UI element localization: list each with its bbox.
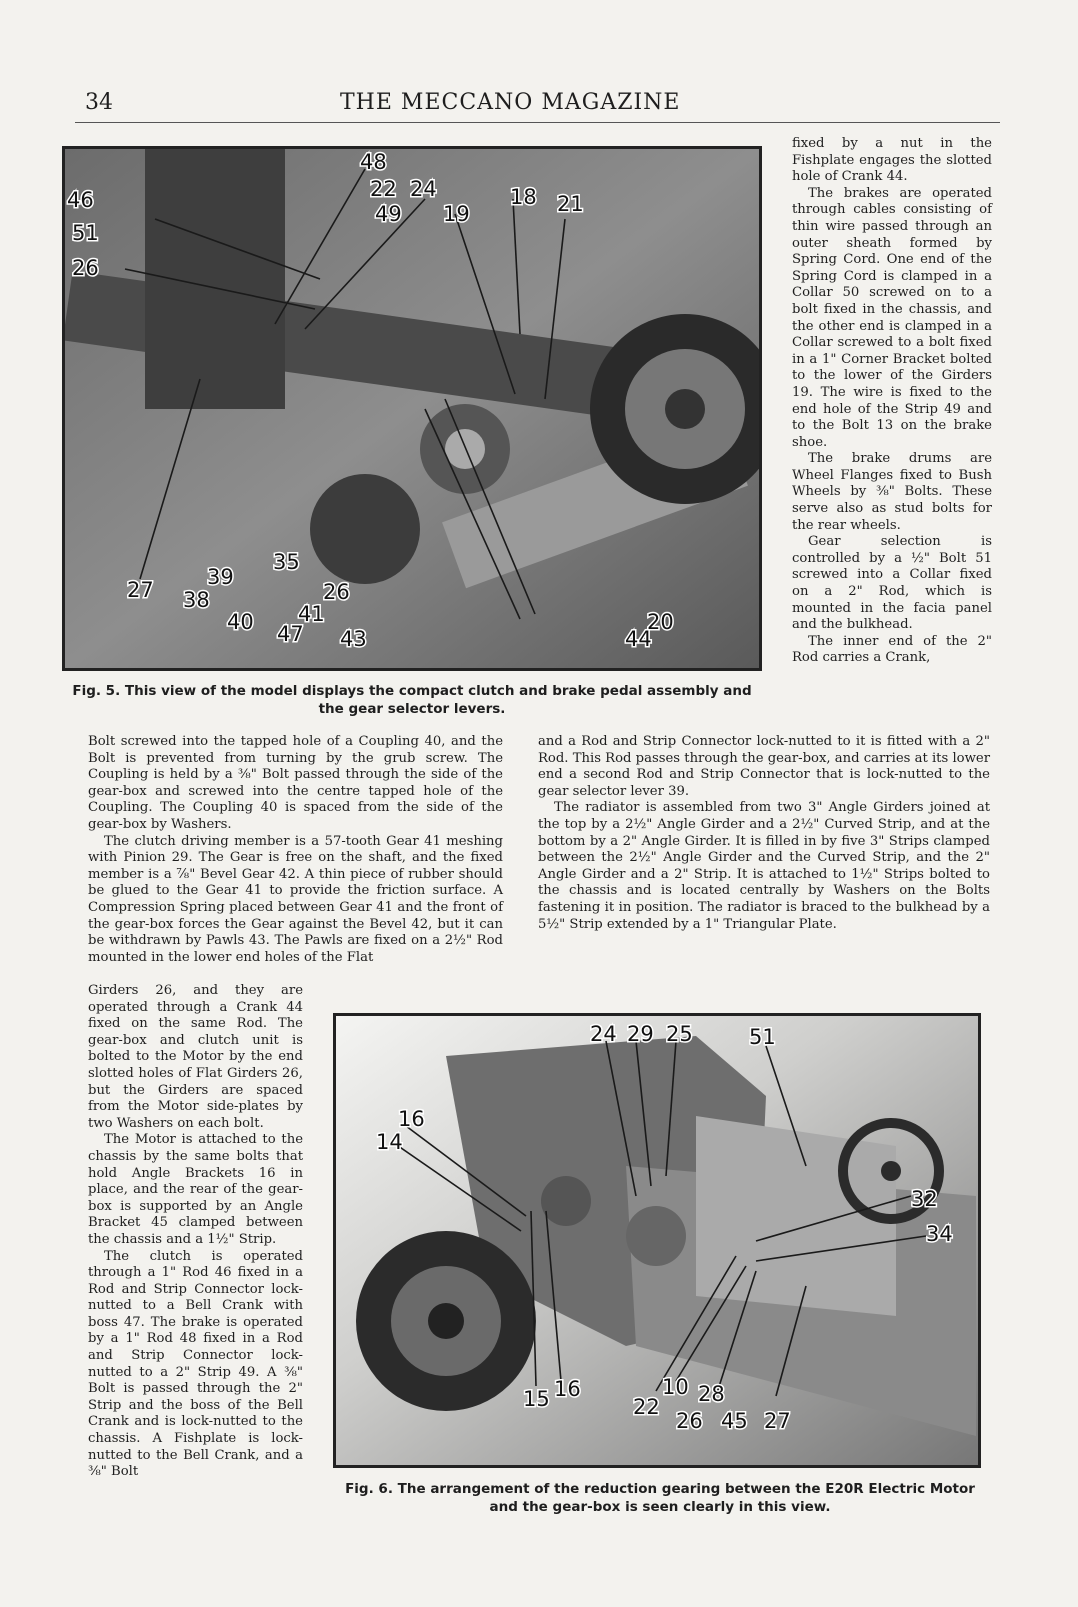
fig5-label: 18 (510, 185, 537, 209)
fig5-label: 40 (227, 610, 254, 634)
right-column-text (792, 136, 992, 667)
paragraph: Bolt screwed into the tapped hole of a Coupling 40, and the Bolt is prevented from turning by the grub screw. The Coupling is held by a ⅜" Bolt passed through the side of the gear-box and screwed into the centre tapped hole of the Coupling. The Coupling 40 is spaced from the side of the gear-box by Washers. (88, 734, 503, 832)
fig5-label: 43 (340, 627, 367, 651)
paragraph: and a Rod and Strip Connector lock-nutted to it is fitted with a 2" Rod. This Rod passes through the gear-box, and carries at its lower end a second Rod and Strip Connector that is lock-nutted to the gear selector lever 39. (538, 734, 990, 799)
fig6-label: 15 (523, 1387, 550, 1411)
figure-5-illustration (65, 149, 759, 668)
fig5-label: 35 (273, 550, 300, 574)
fig5-label: 47 (277, 622, 304, 646)
paragraph: The brakes are operated through cables consisting of thin wire passed through an outer sheath formed by Spring Cord. One end of the Spring Cord is clamped in a Collar 50 screwed on to a bolt fixed in the chassis, and the other end is clamped in a Collar screwed to a bolt fixed in a 1" Corner Bracket bolted to the lower of the Girders 19. The wire is fixed to the end hole of the Strip 49 and to the Bolt 13 on the brake shoe. (792, 185, 992, 450)
paragraph: The inner end of the 2" Rod carries a Crank, (792, 633, 992, 666)
fig5-label: 48 (360, 150, 387, 174)
fig6-label: 26 (676, 1409, 703, 1433)
fig5-label: 26 (323, 580, 350, 604)
fig6-label: 25 (666, 1022, 693, 1046)
paragraph: The brake drums are Wheel Flanges fixed to Bush Wheels by ⅜" Bolts. These serve also as stud bolts for the rear wheels. (792, 451, 992, 533)
paragraph: The clutch driving member is a 57-tooth Gear 41 meshing with Pinion 29. The Gear is free on the shaft, and the fixed member is a ⅞" Bevel Gear 42. A thin piece of rubber should be glued to the Gear 41 to provide the friction surface. A Compression Spring placed between Gear 41 and the front of the gear-box forces the Gear against the Bevel 42, but it can be withdrawn by Pawls 43. The Pawls are fixed on a 2½" Rod mounted in the lower end holes of the Flat (88, 833, 503, 965)
masthead: THE MECCANO MAGAZINE (340, 90, 681, 115)
fig6-label: 22 (633, 1395, 660, 1419)
paragraph: The Motor is attached to the chassis by the same bolts that hold Angle Brackets 16 in place, and the rear of the gear-box is supported by an Angle Bracket 45 clamped between the chassis and a 1½" Strip. (88, 1132, 303, 1247)
fig5-label: 39 (207, 565, 234, 589)
fig6-label: 24 (590, 1022, 617, 1046)
paragraph: Gear selection is controlled by a ½" Bolt 51 screwed into a Collar fixed on a 2" Rod, which is mounted in the facia panel and the bulkhead. (792, 534, 992, 633)
page-number: 34 (85, 90, 113, 115)
middle-right-text (538, 734, 990, 933)
fig6-label: 28 (698, 1382, 725, 1406)
fig6-label: 14 (376, 1130, 403, 1154)
fig6-label: 51 (749, 1025, 776, 1049)
fig5-label: 51 (72, 221, 99, 245)
fig6-label: 45 (721, 1409, 748, 1433)
fig5-label: 46 (67, 188, 94, 212)
fig5-label: 24 (410, 177, 437, 201)
paragraph: The radiator is assembled from two 3" Angle Girders joined at the top by a 2½" Angle Girder and a 2½" Curved Strip, and at the bottom by a 2" Angle Girder. It is filled in by five 3" Strips clamped between the 2½" Angle Girder and the Curved Strip, and the 2" Angle Girder and a 2" Strip. It is attached to 1½" Strips bolted to the chassis and is located centrally by Washers on the Bolts fastening it in position. The radiator is braced to the bulkhead by a 5½" Strip extended by a 1" Triangular Plate. (538, 800, 990, 932)
fig5-label: 27 (127, 578, 154, 602)
fig5-label: 21 (557, 192, 584, 216)
left-column-text (88, 983, 303, 1481)
fig6-label: 29 (627, 1022, 654, 1046)
figure-6-illustration (336, 1016, 978, 1465)
fig6-label: 16 (554, 1377, 581, 1401)
figure-5-caption: Fig. 5. This view of the model displays the compact clutch and brake pedal assembly and the gear selector levers. (72, 683, 752, 717)
fig6-label: 32 (911, 1187, 938, 1211)
figure-6-caption: Fig. 6. The arrangement of the reduction gearing between the E20R Electric Motor and the gear-box is seen clearly in this view. (345, 1481, 975, 1515)
figure-5-photo (62, 146, 762, 671)
fig6-label: 27 (764, 1409, 791, 1433)
paragraph: The clutch is operated through a 1" Rod 46 fixed in a Rod and Strip Connector lock-nutted to a Bell Crank with boss 47. The brake is operated by a 1" Rod 48 fixed in a Rod and Strip Connector lock-nutted to a 2" Strip 49. A ⅜" Bolt is passed through the 2" Strip and the boss of the Bell Crank and is lock-nutted to the chassis. A Fishplate is lock-nutted to the Bell Crank, and a ⅜" Bolt (88, 1248, 303, 1480)
fig5-label: 22 (370, 177, 397, 201)
paragraph: fixed by a nut in the Fishplate engages the slotted hole of Crank 44. (792, 136, 992, 185)
figure-6-photo (333, 1013, 981, 1468)
fig5-label: 20 (647, 610, 674, 634)
fig5-label: 19 (443, 202, 470, 226)
fig6-label: 16 (398, 1107, 425, 1131)
fig5-label: 41 (298, 602, 325, 626)
middle-left-text (88, 734, 503, 966)
header-rule (75, 122, 1000, 123)
fig6-label: 10 (662, 1375, 689, 1399)
paragraph: Girders 26, and they are operated through a Crank 44 fixed on the same Rod. The gear-box and clutch unit is bolted to the Motor by the end slotted holes of Flat Girders 26, but the Girders are spaced from the Motor side-plates by two Washers on each bolt. (88, 983, 303, 1131)
fig5-label: 44 (625, 627, 652, 651)
fig6-label: 34 (926, 1222, 953, 1246)
fig5-label: 38 (183, 588, 210, 612)
fig5-label: 26 (72, 256, 99, 280)
fig5-label: 49 (375, 202, 402, 226)
